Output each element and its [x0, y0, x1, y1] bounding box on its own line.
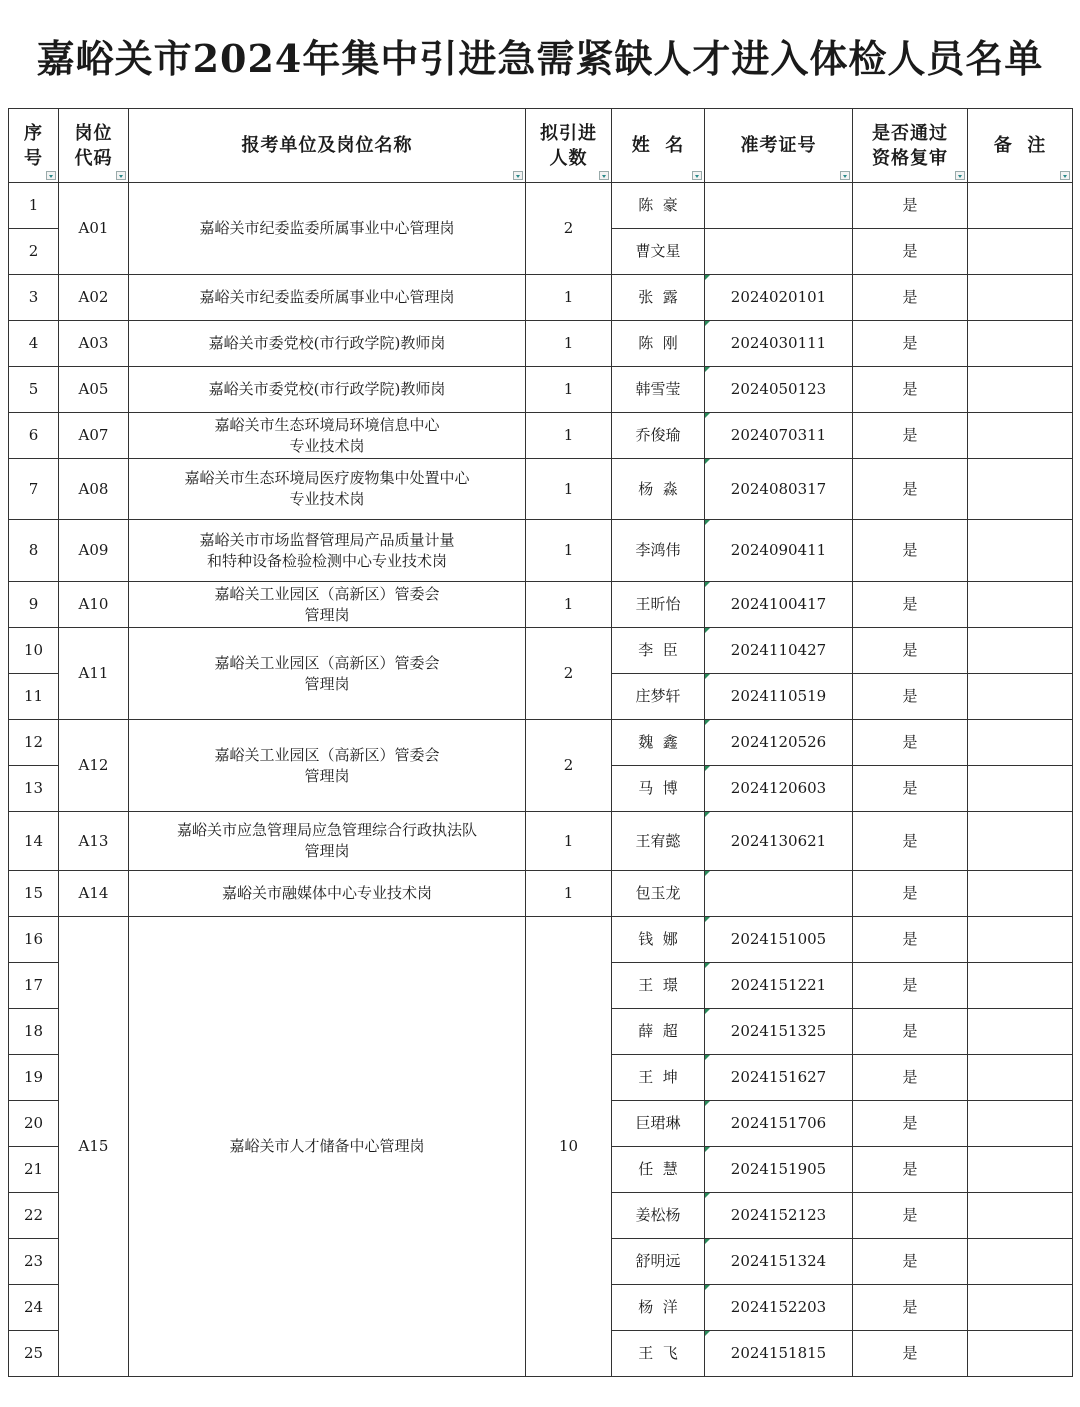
seq-cell: 24	[9, 1285, 59, 1331]
filter-dropdown-icon[interactable]	[840, 171, 850, 180]
seq-cell: 11	[9, 674, 59, 720]
note-cell	[968, 1285, 1073, 1331]
unit-cell: 嘉峪关市生态环境局环境信息中心 专业技术岗	[129, 413, 526, 459]
seq-cell: 9	[9, 582, 59, 628]
comment-mark-icon	[705, 812, 710, 817]
name-cell: 杨 洋	[612, 1285, 705, 1331]
exam-number-cell: 2024120603	[705, 766, 853, 812]
position-code-cell: A01	[59, 183, 129, 275]
comment-mark-icon	[705, 1055, 710, 1060]
table-row	[9, 183, 1073, 229]
name-cell: 薛 超	[612, 1009, 705, 1055]
pass-cell: 是	[853, 917, 968, 963]
exam-number-cell: 2024020101	[705, 275, 853, 321]
name-cell: 曹文星	[612, 229, 705, 275]
exam-number-cell	[705, 183, 853, 229]
plan-count-cell: 1	[526, 871, 612, 917]
seq-cell: 14	[9, 812, 59, 871]
seq-cell: 16	[9, 917, 59, 963]
note-cell	[968, 1055, 1073, 1101]
comment-mark-icon	[705, 1193, 710, 1198]
col-header-name[interactable]: 姓 名	[612, 109, 705, 183]
exam-number-cell: 2024030111	[705, 321, 853, 367]
name-cell: 包玉龙	[612, 871, 705, 917]
seq-cell: 22	[9, 1193, 59, 1239]
seq-cell: 8	[9, 520, 59, 582]
exam-number-cell: 2024110519	[705, 674, 853, 720]
comment-mark-icon	[705, 367, 710, 372]
plan-count-cell: 1	[526, 367, 612, 413]
plan-count-cell: 1	[526, 812, 612, 871]
comment-mark-icon	[705, 871, 710, 876]
seq-cell: 17	[9, 963, 59, 1009]
plan-count-cell: 1	[526, 275, 612, 321]
pass-cell: 是	[853, 1055, 968, 1101]
exam-number-cell: 2024130621	[705, 812, 853, 871]
header-row	[9, 109, 1073, 183]
table-row	[9, 459, 1073, 520]
note-cell	[968, 183, 1073, 229]
pass-cell: 是	[853, 628, 968, 674]
col-header-note[interactable]: 备 注	[968, 109, 1073, 183]
note-cell	[968, 1101, 1073, 1147]
table-row	[9, 628, 1073, 674]
seq-cell: 5	[9, 367, 59, 413]
comment-mark-icon	[705, 628, 710, 633]
pass-cell: 是	[853, 413, 968, 459]
col-header-plan[interactable]: 拟引进人数	[526, 109, 612, 183]
note-cell	[968, 628, 1073, 674]
exam-number-cell: 2024151627	[705, 1055, 853, 1101]
comment-mark-icon	[705, 766, 710, 771]
plan-count-cell: 1	[526, 321, 612, 367]
unit-cell: 嘉峪关工业园区（高新区）管委会 管理岗	[129, 628, 526, 720]
name-cell: 李鸿伟	[612, 520, 705, 582]
seq-cell: 18	[9, 1009, 59, 1055]
name-cell: 马 博	[612, 766, 705, 812]
comment-mark-icon	[705, 520, 710, 525]
unit-cell: 嘉峪关市应急管理局应急管理综合行政执法队 管理岗	[129, 812, 526, 871]
note-cell	[968, 871, 1073, 917]
pass-cell: 是	[853, 720, 968, 766]
exam-number-cell: 2024151221	[705, 963, 853, 1009]
pass-cell: 是	[853, 367, 968, 413]
col-header-seq[interactable]: 序号	[9, 109, 59, 183]
exam-number-cell: 2024151324	[705, 1239, 853, 1285]
exam-number-cell: 2024110427	[705, 628, 853, 674]
filter-dropdown-icon[interactable]	[116, 171, 126, 180]
unit-cell: 嘉峪关市融媒体中心专业技术岗	[129, 871, 526, 917]
pass-cell: 是	[853, 183, 968, 229]
comment-mark-icon	[705, 1239, 710, 1244]
plan-count-cell: 1	[526, 520, 612, 582]
name-cell: 王 璟	[612, 963, 705, 1009]
pass-cell: 是	[853, 1285, 968, 1331]
table-row	[9, 413, 1073, 459]
seq-cell: 3	[9, 275, 59, 321]
col-header-pass[interactable]: 是否通过资格复审	[853, 109, 968, 183]
seq-cell: 21	[9, 1147, 59, 1193]
pass-cell: 是	[853, 459, 968, 520]
note-cell	[968, 229, 1073, 275]
col-header-code[interactable]: 岗位代码	[59, 109, 129, 183]
comment-mark-icon	[705, 1331, 710, 1336]
col-header-exam[interactable]: 准考证号	[705, 109, 853, 183]
position-code-cell: A10	[59, 582, 129, 628]
pass-cell: 是	[853, 582, 968, 628]
name-cell: 乔俊瑜	[612, 413, 705, 459]
table-row	[9, 367, 1073, 413]
exam-number-cell	[705, 229, 853, 275]
seq-cell: 1	[9, 183, 59, 229]
note-cell	[968, 459, 1073, 520]
position-code-cell: A02	[59, 275, 129, 321]
comment-mark-icon	[705, 720, 710, 725]
exam-number-cell: 2024120526	[705, 720, 853, 766]
filter-dropdown-icon[interactable]	[1060, 171, 1070, 180]
seq-cell: 15	[9, 871, 59, 917]
filter-dropdown-icon[interactable]	[692, 171, 702, 180]
exam-number-cell: 2024151815	[705, 1331, 853, 1377]
unit-cell: 嘉峪关工业园区（高新区）管委会 管理岗	[129, 582, 526, 628]
pass-cell: 是	[853, 766, 968, 812]
position-code-cell: A03	[59, 321, 129, 367]
table-row	[9, 520, 1073, 582]
pass-cell: 是	[853, 520, 968, 582]
filter-dropdown-icon[interactable]	[599, 171, 609, 180]
comment-mark-icon	[705, 275, 710, 280]
note-cell	[968, 1193, 1073, 1239]
position-code-cell: A08	[59, 459, 129, 520]
name-cell: 王宥懿	[612, 812, 705, 871]
comment-mark-icon	[705, 321, 710, 326]
name-cell: 巨珺琳	[612, 1101, 705, 1147]
seq-cell: 10	[9, 628, 59, 674]
note-cell	[968, 321, 1073, 367]
exam-number-cell: 2024080317	[705, 459, 853, 520]
table-row	[9, 582, 1073, 628]
note-cell	[968, 1009, 1073, 1055]
exam-number-cell: 2024152123	[705, 1193, 853, 1239]
exam-number-cell: 2024151325	[705, 1009, 853, 1055]
note-cell	[968, 917, 1073, 963]
unit-cell: 嘉峪关市人才储备中心管理岗	[129, 917, 526, 1377]
seq-cell: 13	[9, 766, 59, 812]
plan-count-cell: 10	[526, 917, 612, 1377]
name-cell: 王 坤	[612, 1055, 705, 1101]
exam-number-cell: 2024151706	[705, 1101, 853, 1147]
position-code-cell: A15	[59, 917, 129, 1377]
plan-count-cell: 2	[526, 183, 612, 275]
name-cell: 陈 豪	[612, 183, 705, 229]
exam-number-cell: 2024090411	[705, 520, 853, 582]
pass-cell: 是	[853, 1331, 968, 1377]
comment-mark-icon	[705, 1147, 710, 1152]
pass-cell: 是	[853, 871, 968, 917]
table-row	[9, 812, 1073, 871]
name-cell: 魏 鑫	[612, 720, 705, 766]
pass-cell: 是	[853, 812, 968, 871]
note-cell	[968, 766, 1073, 812]
unit-cell: 嘉峪关市纪委监委所属事业中心管理岗	[129, 275, 526, 321]
name-cell: 庄梦轩	[612, 674, 705, 720]
note-cell	[968, 367, 1073, 413]
position-code-cell: A13	[59, 812, 129, 871]
name-cell: 张 露	[612, 275, 705, 321]
filter-dropdown-icon[interactable]	[46, 171, 56, 180]
pass-cell: 是	[853, 674, 968, 720]
note-cell	[968, 275, 1073, 321]
unit-cell: 嘉峪关市市场监督管理局产品质量计量 和特种设备检验检测中心专业技术岗	[129, 520, 526, 582]
filter-dropdown-icon[interactable]	[955, 171, 965, 180]
name-cell: 李 臣	[612, 628, 705, 674]
note-cell	[968, 720, 1073, 766]
table-row	[9, 720, 1073, 766]
note-cell	[968, 812, 1073, 871]
col-header-unit[interactable]: 报考单位及岗位名称	[129, 109, 526, 183]
plan-count-cell: 1	[526, 459, 612, 520]
comment-mark-icon	[705, 963, 710, 968]
comment-mark-icon	[705, 459, 710, 464]
table-row	[9, 275, 1073, 321]
exam-number-cell: 2024070311	[705, 413, 853, 459]
position-code-cell: A09	[59, 520, 129, 582]
exam-number-cell: 2024151005	[705, 917, 853, 963]
plan-count-cell: 2	[526, 720, 612, 812]
exam-number-cell	[705, 871, 853, 917]
position-code-cell: A11	[59, 628, 129, 720]
pass-cell: 是	[853, 229, 968, 275]
pass-cell: 是	[853, 1239, 968, 1285]
pass-cell: 是	[853, 1193, 968, 1239]
seq-cell: 2	[9, 229, 59, 275]
seq-cell: 25	[9, 1331, 59, 1377]
position-code-cell: A14	[59, 871, 129, 917]
seq-cell: 19	[9, 1055, 59, 1101]
note-cell	[968, 963, 1073, 1009]
position-code-cell: A05	[59, 367, 129, 413]
unit-cell: 嘉峪关市委党校(市行政学院)教师岗	[129, 367, 526, 413]
comment-mark-icon	[705, 1285, 710, 1290]
name-cell: 杨 淼	[612, 459, 705, 520]
seq-cell: 23	[9, 1239, 59, 1285]
pass-cell: 是	[853, 321, 968, 367]
note-cell	[968, 413, 1073, 459]
seq-cell: 12	[9, 720, 59, 766]
pass-cell: 是	[853, 1009, 968, 1055]
name-cell: 钱 娜	[612, 917, 705, 963]
position-code-cell: A07	[59, 413, 129, 459]
name-cell: 舒明远	[612, 1239, 705, 1285]
seq-cell: 7	[9, 459, 59, 520]
table-row	[9, 871, 1073, 917]
plan-count-cell: 2	[526, 628, 612, 720]
comment-mark-icon	[705, 674, 710, 679]
exam-number-cell: 2024050123	[705, 367, 853, 413]
comment-mark-icon	[705, 1101, 710, 1106]
note-cell	[968, 674, 1073, 720]
name-cell: 韩雪莹	[612, 367, 705, 413]
name-cell: 任 慧	[612, 1147, 705, 1193]
exam-number-cell: 2024151905	[705, 1147, 853, 1193]
unit-cell: 嘉峪关市生态环境局医疗废物集中处置中心 专业技术岗	[129, 459, 526, 520]
seq-cell: 4	[9, 321, 59, 367]
comment-mark-icon	[705, 413, 710, 418]
seq-cell: 20	[9, 1101, 59, 1147]
note-cell	[968, 1147, 1073, 1193]
pass-cell: 是	[853, 275, 968, 321]
name-cell: 姜松杨	[612, 1193, 705, 1239]
page-title: 嘉峪关市2024年集中引进急需紧缺人才进入体检人员名单	[36, 36, 1044, 81]
note-cell	[968, 1331, 1073, 1377]
comment-mark-icon	[705, 1009, 710, 1014]
name-cell: 王 飞	[612, 1331, 705, 1377]
pass-cell: 是	[853, 963, 968, 1009]
candidate-table	[8, 108, 1073, 1377]
plan-count-cell: 1	[526, 413, 612, 459]
unit-cell: 嘉峪关市委党校(市行政学院)教师岗	[129, 321, 526, 367]
name-cell: 王昕怡	[612, 582, 705, 628]
note-cell	[968, 1239, 1073, 1285]
pass-cell: 是	[853, 1147, 968, 1193]
exam-number-cell: 2024100417	[705, 582, 853, 628]
pass-cell: 是	[853, 1101, 968, 1147]
table-row	[9, 321, 1073, 367]
comment-mark-icon	[705, 582, 710, 587]
comment-mark-icon	[705, 917, 710, 922]
filter-dropdown-icon[interactable]	[513, 171, 523, 180]
note-cell	[968, 582, 1073, 628]
exam-number-cell: 2024152203	[705, 1285, 853, 1331]
unit-cell: 嘉峪关工业园区（高新区）管委会 管理岗	[129, 720, 526, 812]
position-code-cell: A12	[59, 720, 129, 812]
unit-cell: 嘉峪关市纪委监委所属事业中心管理岗	[129, 183, 526, 275]
plan-count-cell: 1	[526, 582, 612, 628]
seq-cell: 6	[9, 413, 59, 459]
note-cell	[968, 520, 1073, 582]
name-cell: 陈 刚	[612, 321, 705, 367]
table-row	[9, 917, 1073, 963]
